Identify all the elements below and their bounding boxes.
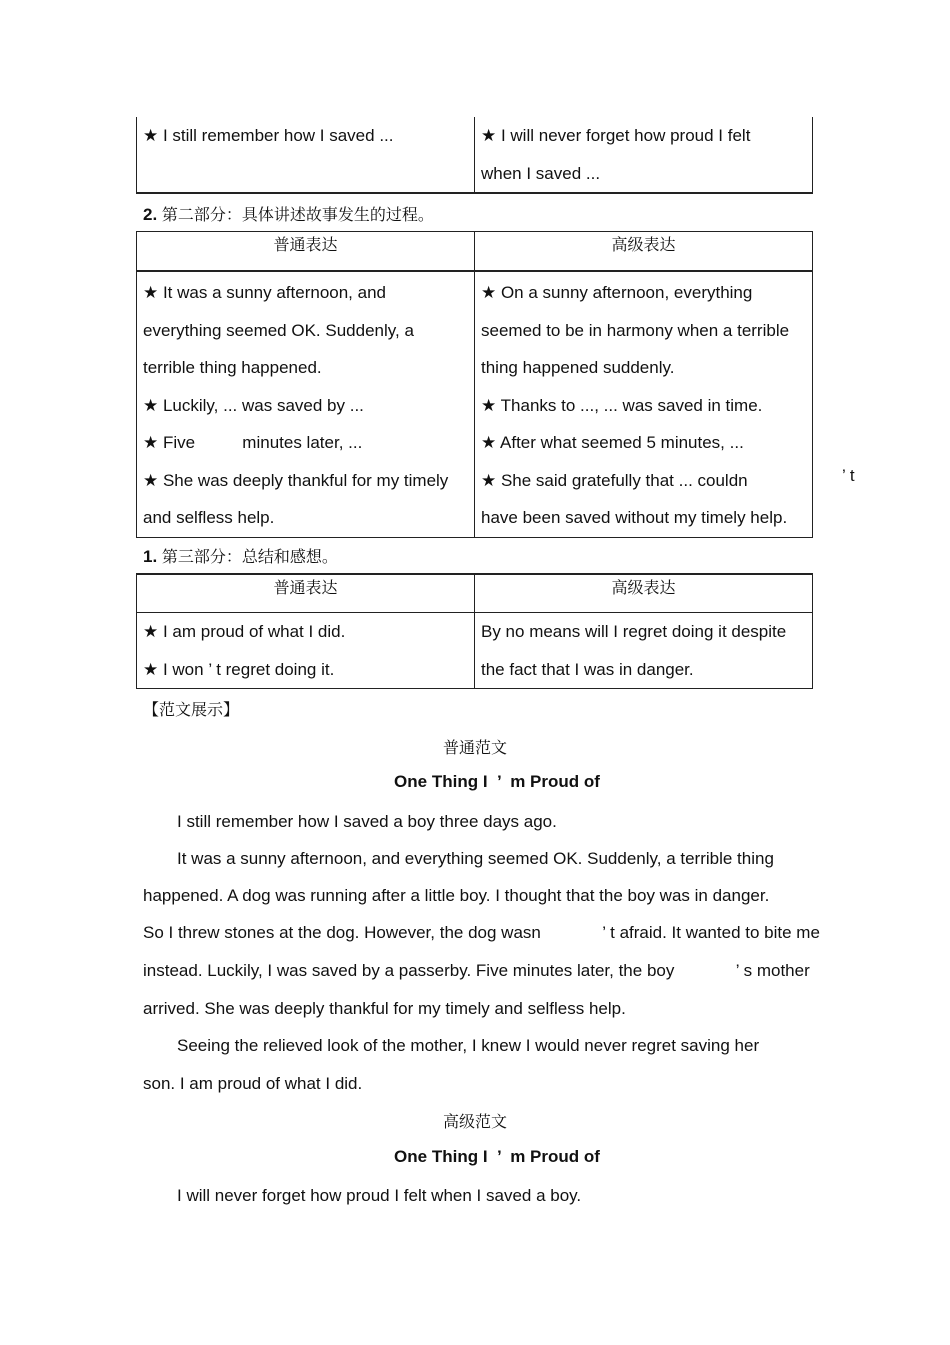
cell-line: ★ I won ’ t regret doing it. [143,659,335,679]
essay-line: happened. A dog was running after a little boy. I thought that the boy was in danger. [143,886,770,905]
overflow-apostrophe: ’ t [842,466,855,485]
essay-line: I still remember how I saved a boy three days ago. [177,812,557,831]
essay-line: It was a sunny afternoon, and everything seemed OK. Suddenly, a terrible thing [177,849,774,868]
cell-line: terrible thing happened. [143,358,322,377]
expression-table-2 [136,231,813,538]
cell-line: seemed to be in harmony when a terrible [481,320,790,340]
cell-line: when I saved ... [481,163,601,183]
essay-line: son. I am proud of what I did. [143,1074,363,1093]
column-header-advanced: 高级表达 [475,232,813,272]
section-title: 第二部分：具体讲述故事发生的过程。 [161,205,434,224]
cell-line: ★ She said gratefully that ... couldn [481,470,748,490]
sample-label: 【范文展示】 [143,700,240,719]
essay-title: One Thing I ’ m Proud of [394,1147,600,1166]
cell-line: ★ On a sunny afternoon, everything [481,283,753,302]
cell-line: ★ I will never forget how proud I felt [481,126,751,145]
cell-line: have been saved without my timely help. [481,508,788,527]
column-header-advanced: 高级表达 [475,574,813,613]
essay-label: 普通范文 [442,738,507,757]
cell-line: ★ She was deeply thankful for my timely [143,470,449,490]
cell-line: ★ After what seemed 5 minutes, ... [481,433,744,452]
essay-line: So I threw stones at the dog. However, the dog wasn ’ t afraid. It wanted to bite me [143,923,820,942]
advanced-cell [475,117,813,193]
essay-title: One Thing I ’ m Proud of [394,772,600,791]
essay-line: arrived. She was deeply thankful for my timely and selfless help. [143,999,626,1018]
cell-line: By no means will I regret doing it despite [481,622,787,641]
section-heading-3 [143,544,338,567]
cell-line: thing happened suddenly. [481,358,675,377]
cell-line: ★ Thanks to ..., ... was saved in time. [481,395,763,415]
cell-line: the fact that I was in danger. [481,659,694,679]
expression-table-3 [136,573,813,689]
essay-label: 高级范文 [442,1112,507,1131]
column-header-plain: 普通表达 [137,232,475,272]
cell-line: ★ Luckily, ... was saved by ... [143,395,364,415]
cell-line: everything seemed OK. Suddenly, a [143,320,414,340]
advanced-cell [475,613,813,689]
plain-cell [137,117,475,193]
essay-line: instead. Luckily, I was saved by a passerby. Five minutes later, the boy ’ s mother [143,961,810,980]
expression-table-1 [136,117,813,194]
column-header-plain: 普通表达 [137,574,475,613]
cell-line: ★ I am proud of what I did. [143,622,346,641]
section-title: 第三部分：总结和感想。 [161,547,338,566]
plain-cell [137,271,475,537]
essay-line: I will never forget how proud I felt when I saved a boy. [177,1186,582,1205]
cell-line: ★ It was a sunny afternoon, and [143,283,386,302]
section-number: 2. [143,205,158,224]
advanced-cell [475,271,813,537]
section-heading-2 [143,202,434,225]
cell-line: ★ Five minutes later, ... [143,433,363,452]
section-number: 1. [143,547,158,566]
essay-line: Seeing the relieved look of the mother, I knew I would never regret saving her [177,1036,760,1055]
cell-line: ★ I still remember how I saved ... [143,126,394,145]
cell-line: and selfless help. [143,508,275,527]
plain-cell [137,613,475,689]
